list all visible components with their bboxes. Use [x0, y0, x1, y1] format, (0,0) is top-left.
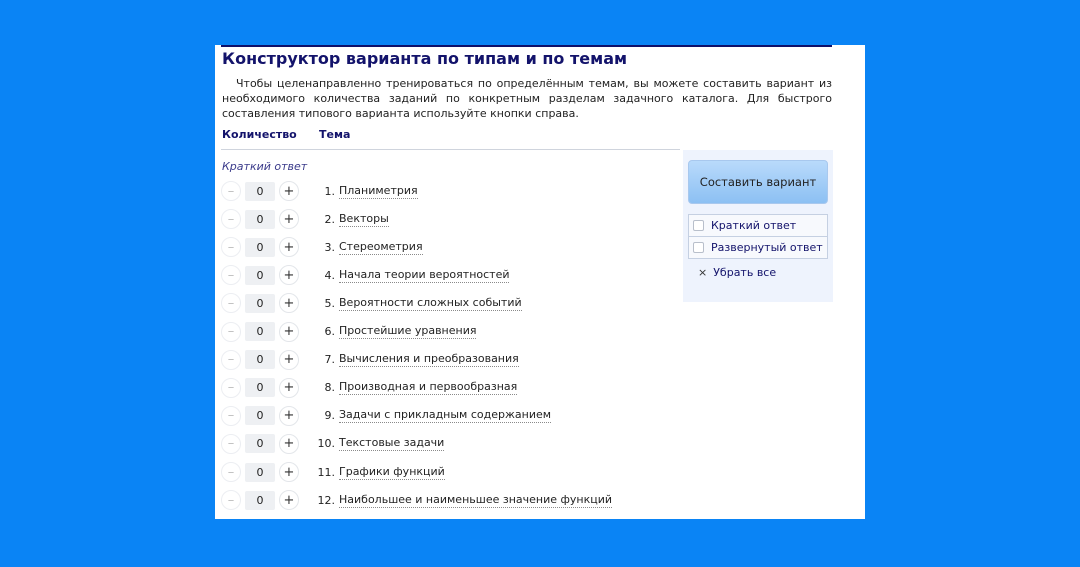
increment-button[interactable]: +: [279, 462, 299, 482]
quantity-input[interactable]: [245, 182, 275, 201]
topic-row: [221, 208, 681, 230]
decrement-button[interactable]: –: [221, 293, 241, 313]
intro-text: Чтобы целенаправленно тренироваться по определённым темам, вы можете составить вариант из необходимого количества заданий по конкретным разделам задачного каталога. Для быстрого составления типового варианта используйте кнопки справа.: [222, 77, 832, 120]
topic-number: 11.: [317, 465, 335, 479]
increment-button[interactable]: +: [279, 181, 299, 201]
extended-answer-checkbox[interactable]: [693, 242, 704, 253]
topic-number: 3.: [324, 240, 335, 254]
topic-row: [221, 405, 681, 427]
decrement-button[interactable]: –: [221, 462, 241, 482]
option-extended-answer[interactable]: [689, 236, 827, 258]
quantity-input[interactable]: [245, 322, 275, 341]
decrement-button[interactable]: –: [221, 378, 241, 398]
increment-button[interactable]: +: [279, 209, 299, 229]
topic-number: 7.: [324, 353, 335, 367]
decrement-button[interactable]: –: [221, 350, 241, 370]
topic-number: 8.: [324, 381, 335, 395]
increment-button[interactable]: +: [279, 490, 299, 510]
answer-type-options: [688, 214, 828, 259]
topic-link[interactable]: Векторы: [339, 211, 389, 225]
topic-link[interactable]: Наибольшее и наименьшее значение функций: [339, 492, 613, 506]
topic-number: 6.: [324, 325, 335, 338]
topic-link[interactable]: Вычисления и преобразования: [339, 352, 519, 366]
topic-number: 1.: [324, 184, 335, 198]
option-label: Развернутый ответ: [711, 241, 823, 254]
topic-link[interactable]: Простейшие уравнения: [339, 324, 477, 337]
topic-link[interactable]: Стереометрия: [339, 239, 423, 253]
quantity-input[interactable]: [245, 238, 275, 257]
decrement-button[interactable]: –: [221, 237, 241, 257]
clear-all-link[interactable]: [698, 266, 776, 279]
topic-link[interactable]: Текстовые задачи: [339, 436, 445, 450]
topic-link[interactable]: Планиметрия: [339, 183, 418, 197]
decrement-button[interactable]: –: [221, 406, 241, 426]
quantity-input[interactable]: [245, 463, 275, 482]
increment-button[interactable]: +: [279, 350, 299, 370]
close-icon: ×: [698, 266, 708, 279]
topic-link[interactable]: Графики функций: [339, 464, 445, 478]
option-label: Краткий ответ: [711, 219, 797, 232]
decrement-button[interactable]: –: [221, 490, 241, 510]
topic-link[interactable]: Задачи с прикладным содержанием: [339, 408, 552, 422]
topic-row: [221, 433, 681, 455]
quantity-input[interactable]: [245, 350, 275, 369]
topic-row: [221, 264, 681, 286]
quick-actions-panel: [683, 150, 833, 302]
increment-button[interactable]: +: [279, 265, 299, 285]
clear-all-label: Убрать все: [713, 266, 777, 279]
topic-number: 10.: [317, 437, 335, 451]
topic-row: [221, 489, 681, 511]
quantity-input[interactable]: [245, 434, 275, 453]
quantity-input[interactable]: [245, 491, 275, 510]
column-header-quantity: Количество: [222, 128, 297, 141]
column-header-topic: Тема: [319, 128, 351, 141]
topic-row: [221, 321, 681, 343]
decrement-button[interactable]: –: [221, 209, 241, 229]
decrement-button[interactable]: –: [221, 434, 241, 454]
topic-number: 5.: [324, 296, 335, 310]
increment-button[interactable]: +: [279, 406, 299, 426]
quantity-input[interactable]: [245, 406, 275, 425]
variant-builder-card: [215, 45, 865, 519]
short-answer-checkbox[interactable]: [693, 220, 704, 231]
increment-button[interactable]: +: [279, 434, 299, 454]
decrement-button[interactable]: –: [221, 181, 241, 201]
quantity-input[interactable]: [245, 210, 275, 229]
topic-row: [221, 180, 681, 202]
topic-link[interactable]: Начала теории вероятностей: [339, 267, 510, 281]
topic-link[interactable]: Производная и первообразная: [339, 380, 518, 394]
topic-row: [221, 236, 681, 258]
header-divider: [221, 149, 680, 150]
topic-number: 2.: [324, 212, 335, 226]
topic-number: 9.: [324, 409, 335, 423]
decrement-button[interactable]: –: [221, 265, 241, 285]
increment-button[interactable]: +: [279, 378, 299, 398]
decrement-button[interactable]: –: [221, 322, 241, 342]
quantity-input[interactable]: [245, 266, 275, 285]
increment-button[interactable]: +: [279, 293, 299, 313]
section-label-short-answer: Краткий ответ: [222, 160, 308, 173]
page-title: Конструктор варианта по типам и по темам: [222, 49, 628, 68]
quantity-input[interactable]: [245, 294, 275, 313]
topic-row: [221, 461, 681, 483]
topic-row: [221, 349, 681, 371]
make-variant-button[interactable]: Составить вариант: [688, 160, 828, 204]
increment-button[interactable]: +: [279, 237, 299, 257]
top-divider: [221, 45, 832, 47]
topic-number: 12.: [317, 493, 335, 507]
topic-link[interactable]: Вероятности сложных событий: [339, 295, 522, 309]
option-short-answer[interactable]: [689, 215, 827, 236]
quantity-input[interactable]: [245, 378, 275, 397]
topic-number: 4.: [324, 268, 335, 282]
increment-button[interactable]: +: [279, 322, 299, 342]
topic-row: [221, 292, 681, 314]
topic-row: [221, 377, 681, 399]
